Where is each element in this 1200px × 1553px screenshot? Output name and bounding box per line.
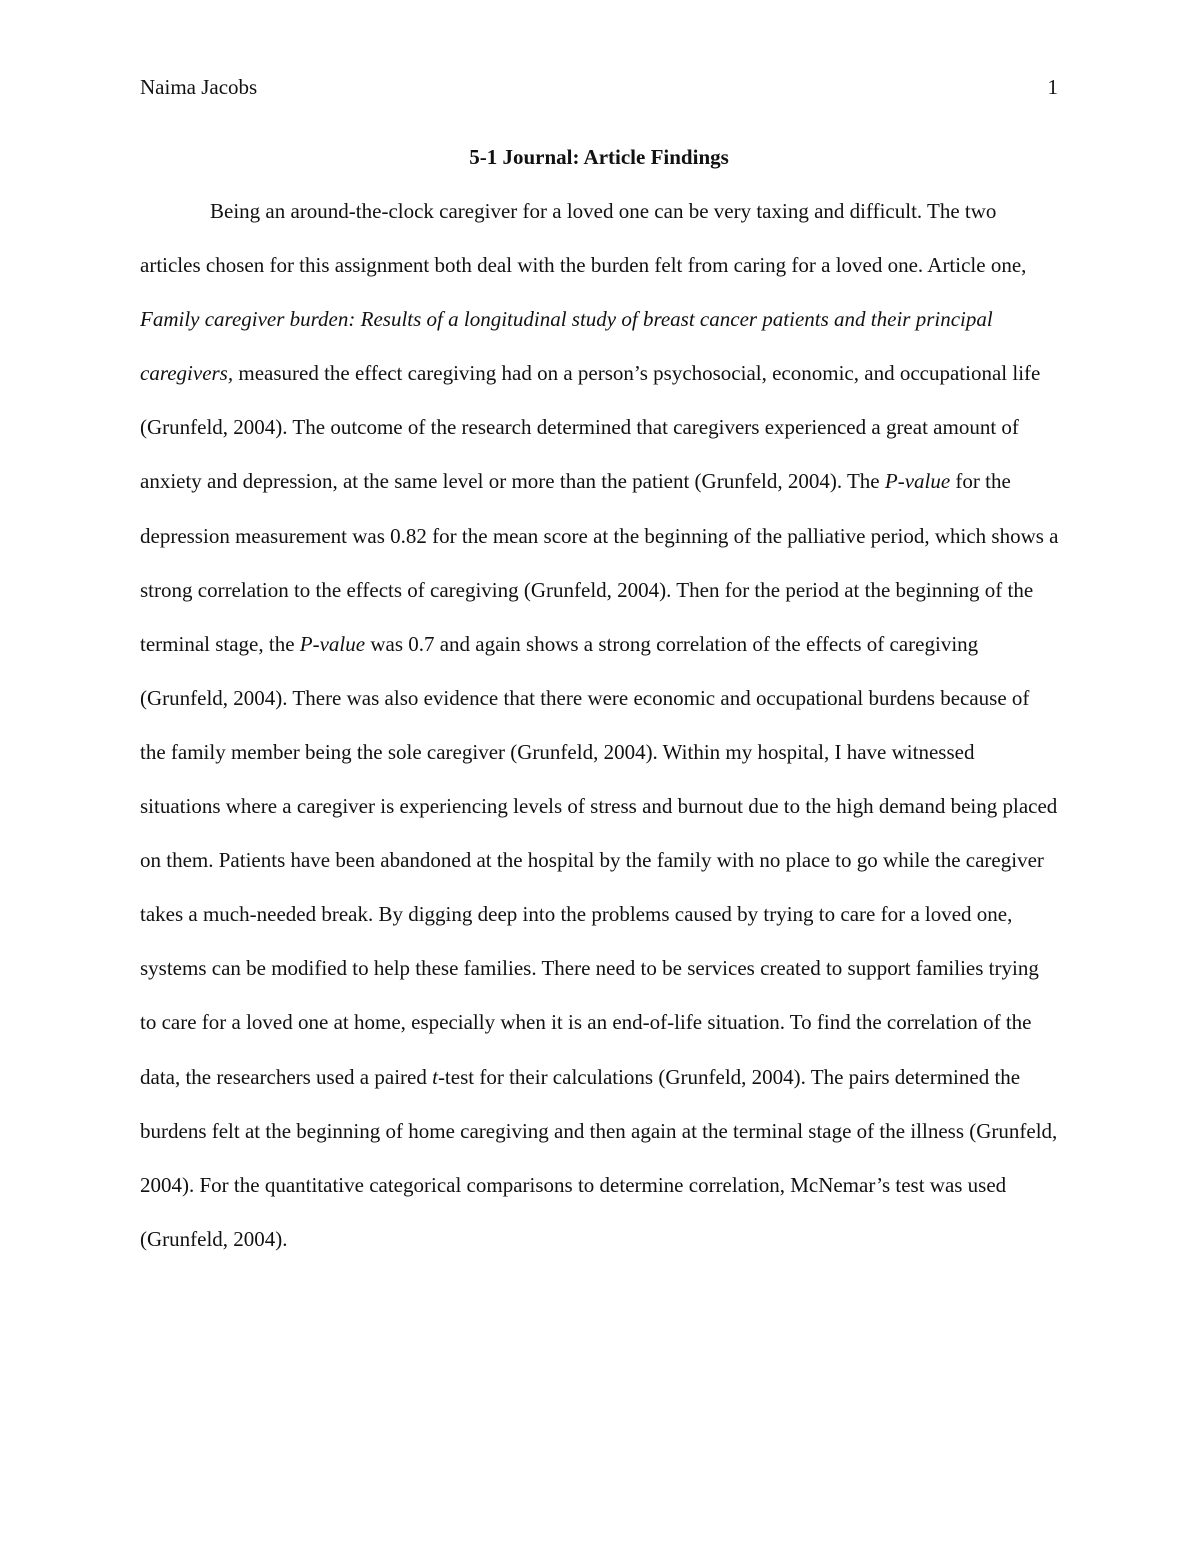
paragraph-segment: was 0.7 and again shows a strong correlation of the effects of caregiving (Grunfeld, 2004). There was also evidence that there were economic and occupational burdens because of the family member being the sole caregiver (Grunfeld, 2004). Within my hospital, I have witnessed situations where a caregiver is experiencing levels of stress and burnout due to the high demand being placed on them. Patients have been abandoned at the hospital by the family with no place to go while the caregiver takes a much-needed break. By digging deep into the problems caused by trying to care for a loved one, systems can be modified to help these families. There need to be services created to support families trying to care for a loved one at home, especially when it is an end-of-life situation. To find the correlation of the data, the researchers used a paired: [140, 631, 1058, 1089]
header-author: Naima Jacobs: [140, 75, 258, 99]
page-number: 1: [1047, 75, 1058, 99]
paragraph-segment: for the depression measurement was 0.82 for the mean score at the beginning of the palliative period, which shows a strong correlation to the effects of caregiving (Grunfeld, 2004). Then for the period at the beginning of the terminal stage, the: [140, 469, 1059, 656]
body-paragraph: [140, 184, 1060, 1266]
paragraph-segment: -test for their calculations (Grunfeld, 2004). The pairs determined the burdens felt at the beginning of home caregiving and then again at the terminal stage of the illness (Grunfeld, 2004). For the quantitative categorical comparisons to determine correlation, McNemar’s test was used (Grunfeld, 2004).: [140, 1064, 1058, 1251]
document-title: 5-1 Journal: Article Findings: [469, 145, 729, 169]
article-title-italic: Family caregiver burden: Results of a longitudinal study of breast cancer patients and their principal caregivers,: [140, 307, 993, 386]
t-test-term: t: [432, 1064, 438, 1089]
p-value-term: P-value: [299, 631, 366, 656]
paragraph-segment: measured the effect caregiving had on a person’s psychosocial, economic, and occupational life (Grunfeld, 2004). The outcome of the research determined that caregivers experienced a great amount of anxiety and depression, at the same level or more than the patient (Grunfeld, 2004). The: [140, 361, 1041, 494]
page-header: [140, 72, 1058, 102]
paragraph-segment: Being an around-the-clock caregiver for a loved one can be very taxing and difficult. The two articles chosen for this assignment both deal with the burden felt from caring for a loved one. Article one,: [140, 199, 1027, 278]
p-value-term: P-value: [884, 469, 951, 494]
